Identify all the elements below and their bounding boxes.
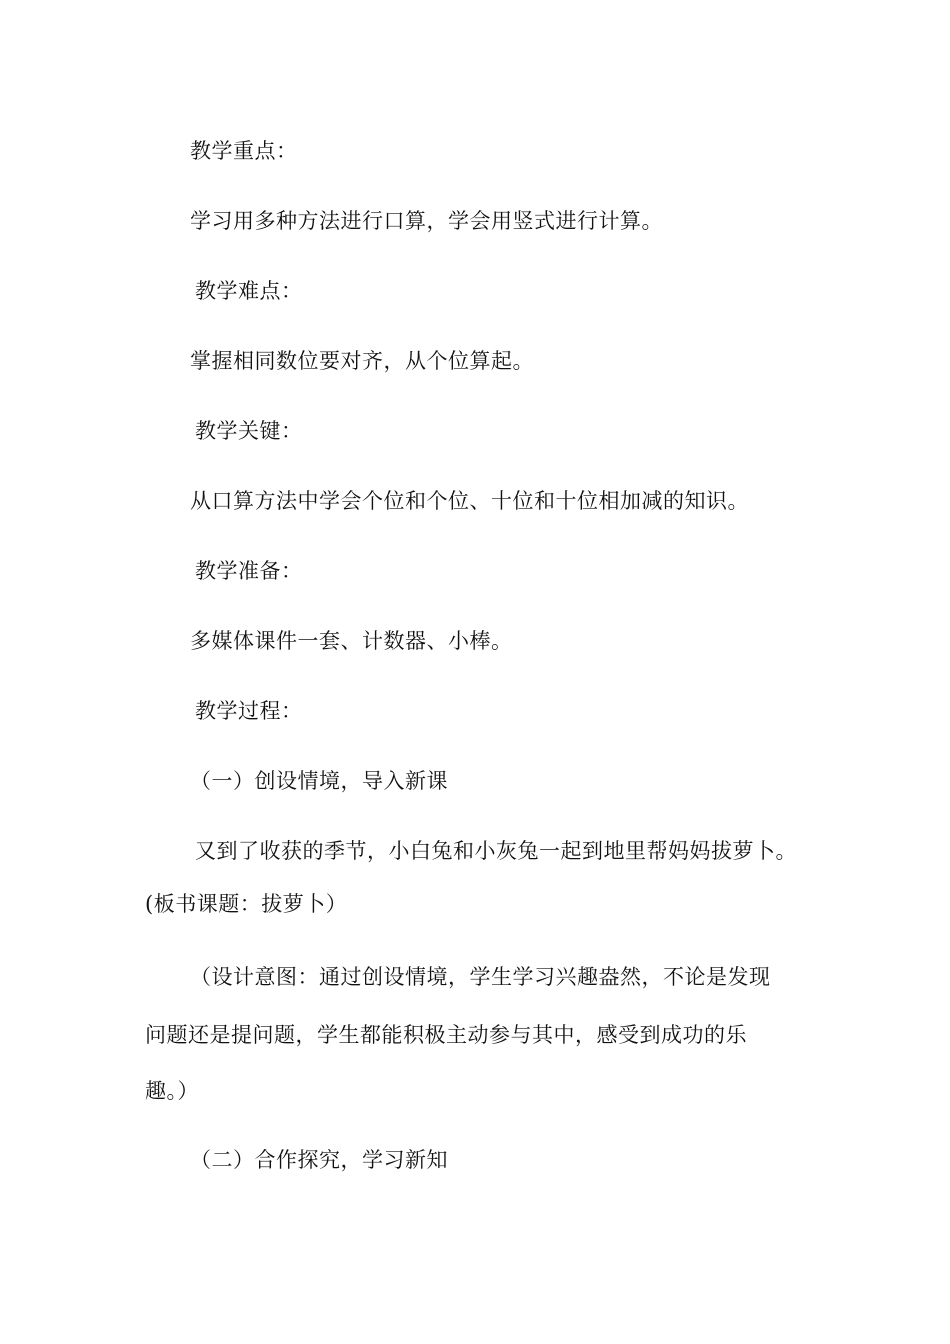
heading-teaching-key: 教学关键： bbox=[195, 419, 303, 443]
section-heading-one: （一）创设情境，导入新课 bbox=[190, 769, 448, 793]
heading-teaching-preparation: 教学准备： bbox=[195, 559, 303, 583]
paragraph-story-line-2: (板书课题：拔萝卜） bbox=[145, 892, 348, 916]
section-heading-two: （二）合作探究，学习新知 bbox=[190, 1148, 448, 1172]
paragraph-focus-content: 学习用多种方法进行口算，学会用竖式进行计算。 bbox=[190, 209, 663, 233]
heading-teaching-process: 教学过程： bbox=[195, 699, 303, 723]
heading-teaching-focus: 教学重点： bbox=[190, 139, 298, 163]
paragraph-preparation-content: 多媒体课件一套、计数器、小棒。 bbox=[190, 629, 513, 653]
paragraph-design-intent-line-2: 问题还是提问题，学生都能积极主动参与其中，感受到成功的乐 bbox=[145, 1023, 747, 1047]
paragraph-design-intent-line-3: 趣。） bbox=[145, 1079, 199, 1103]
paragraph-story-line-1: 又到了收获的季节，小白兔和小灰兔一起到地里帮妈妈拔萝卜。 bbox=[195, 839, 797, 863]
paragraph-key-content: 从口算方法中学会个位和个位、十位和十位相加减的知识。 bbox=[190, 489, 749, 513]
paragraph-difficulty-content: 掌握相同数位要对齐，从个位算起。 bbox=[190, 349, 534, 373]
heading-teaching-difficulty: 教学难点： bbox=[195, 279, 303, 303]
paragraph-design-intent-line-1: （设计意图：通过创设情境，学生学习兴趣盎然，不论是发现 bbox=[190, 965, 771, 989]
